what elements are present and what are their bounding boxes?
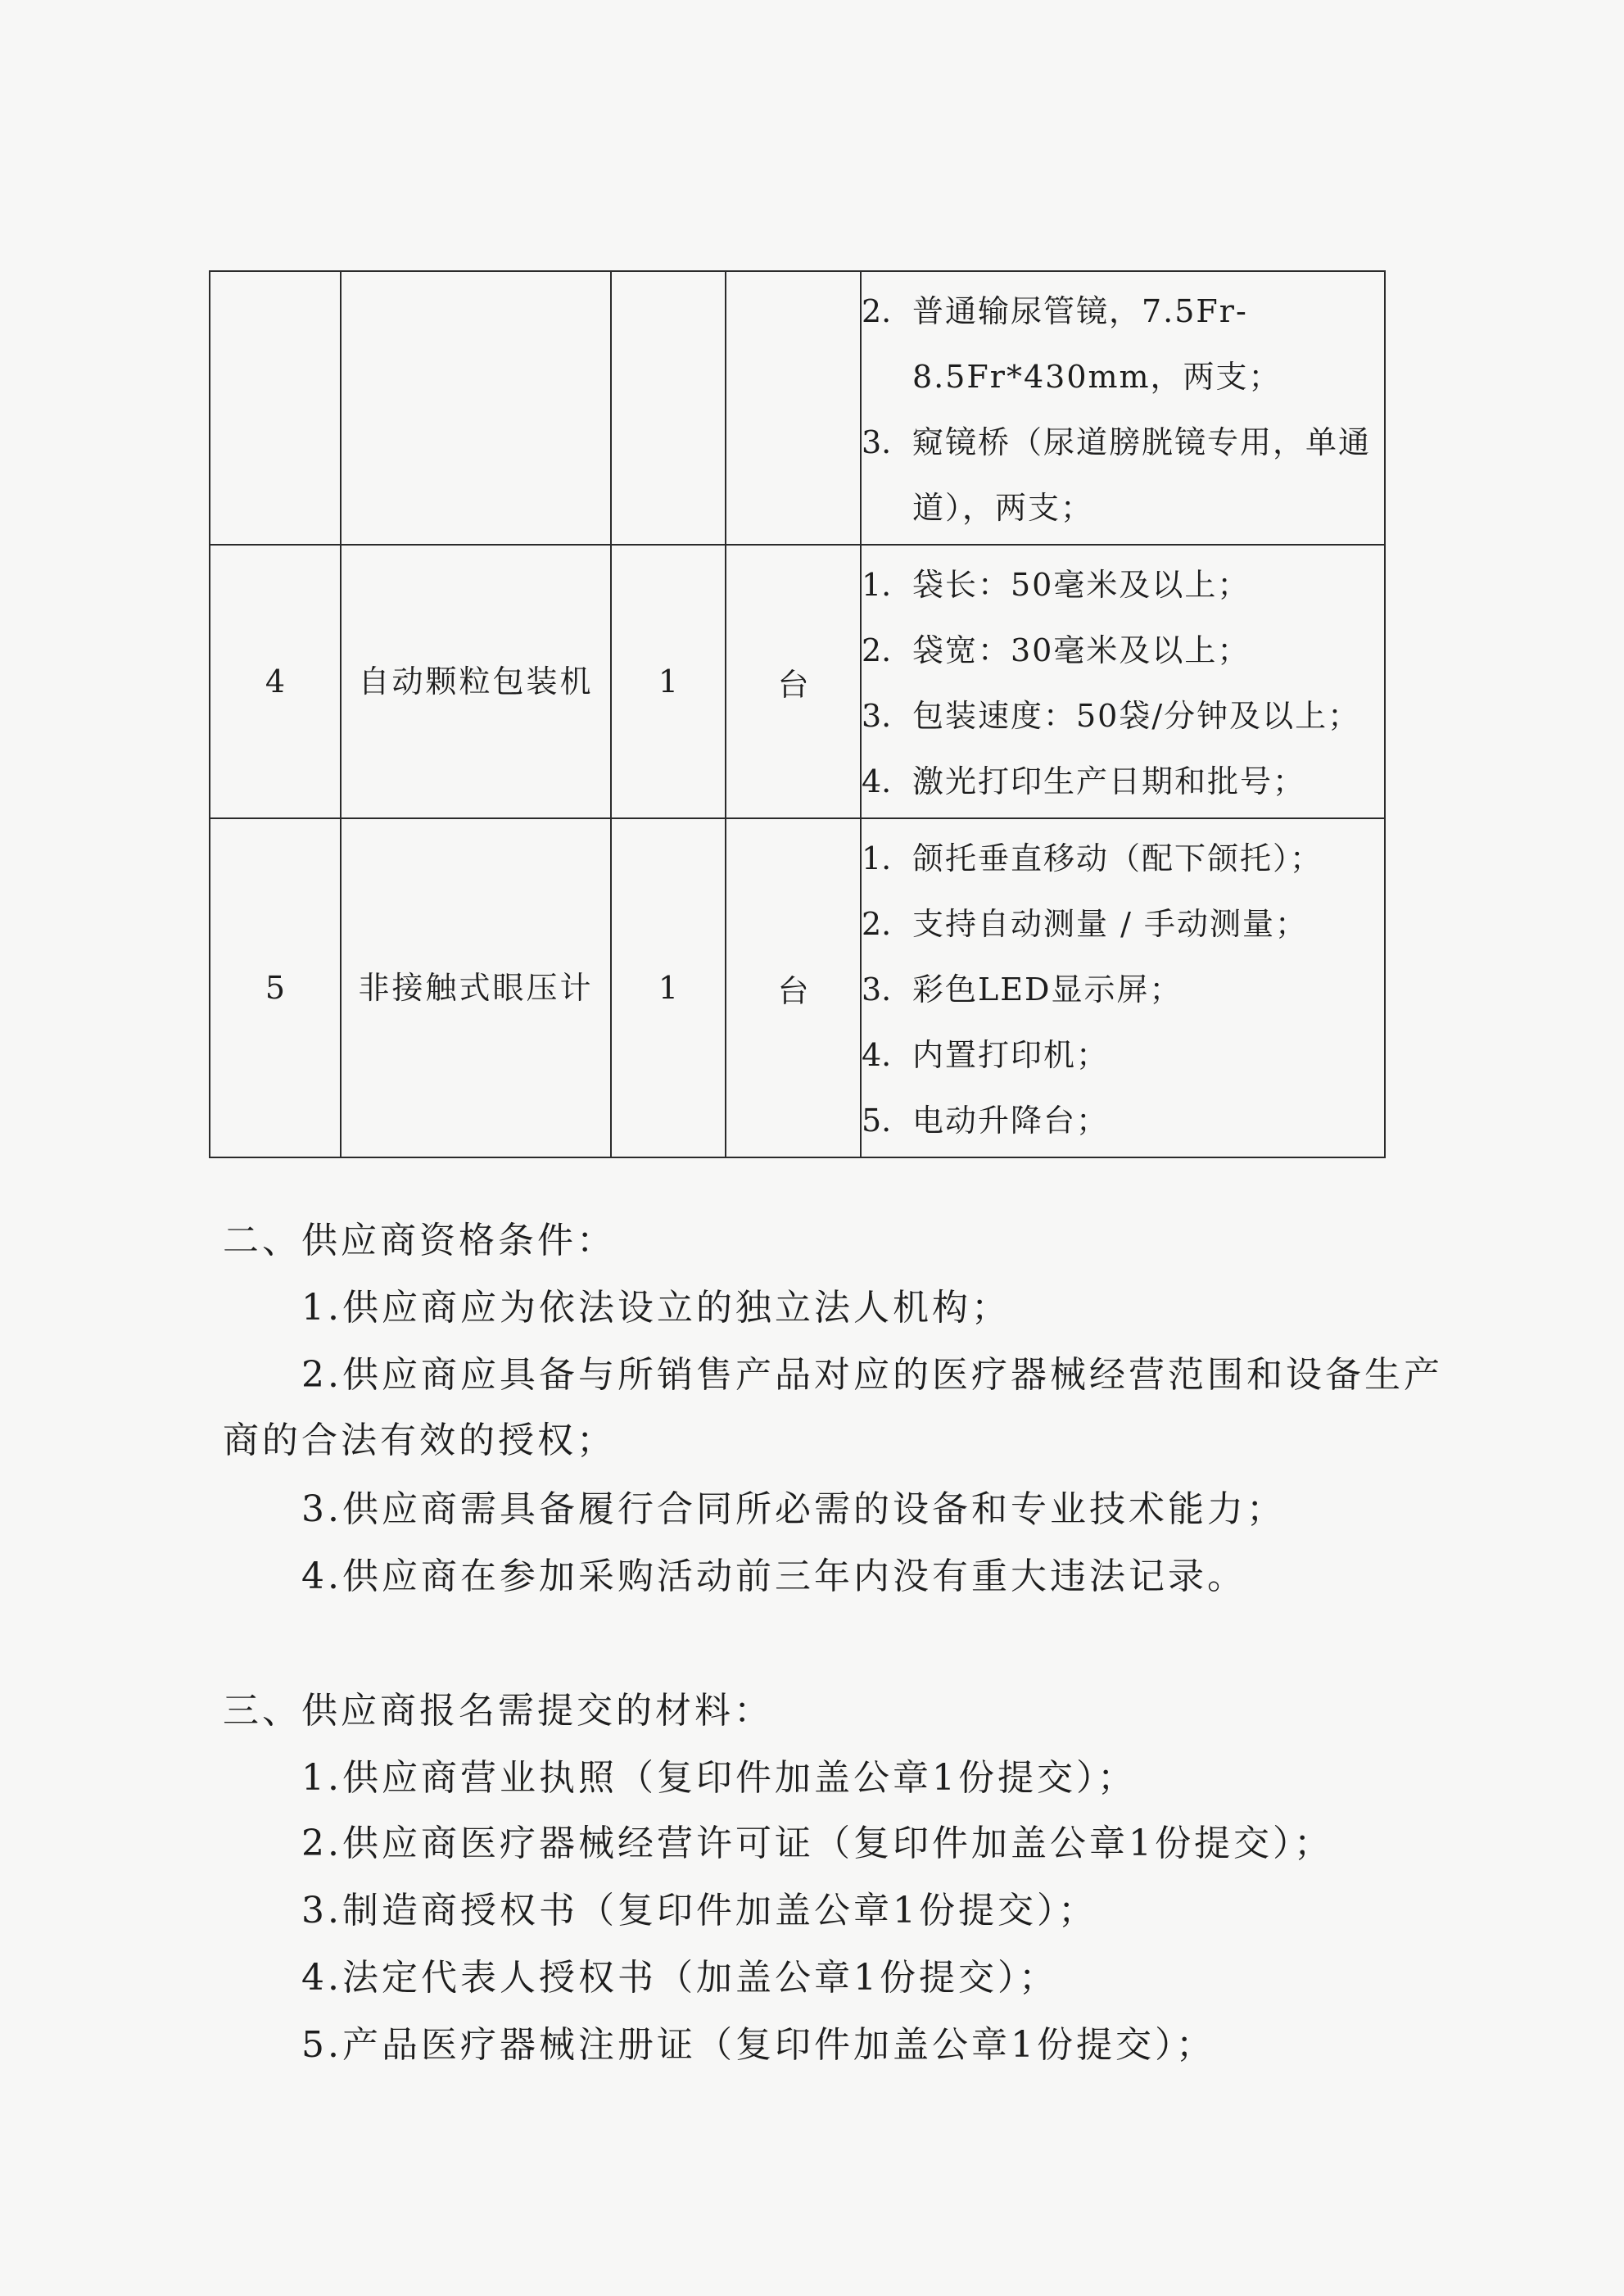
qualification-item-2: 2.供应商应具备与所销售产品对应的医疗器械经营范围和设备生产 (301, 1354, 1443, 1396)
item-name: 非接触式眼压计 (358, 970, 594, 1006)
material-item: 3.制造商授权书（复印件加盖公章1份提交）； (301, 1890, 1097, 1931)
material-item: 1.供应商营业执照（复印件加盖公章1份提交）； (301, 1757, 1137, 1799)
item-unit-cell: 台 (726, 545, 861, 818)
item-qty-cell: 1 (611, 818, 726, 1157)
item-name: 自动颗粒包装机 (358, 663, 594, 700)
spec-item: 4. 激光打印生产日期和批号； (862, 763, 1306, 799)
material-item: 2.供应商医疗器械经营许可证（复印件加盖公章1份提交）； (301, 1823, 1333, 1864)
item-qty-cell (611, 271, 726, 545)
spec-item: 1. 袋长：50毫米及以上； (862, 567, 1251, 603)
item-name-cell (341, 818, 611, 1157)
qualification-item-4: 4.供应商在参加采购活动前三年内没有重大违法记录。 (301, 1556, 1246, 1597)
item-number-cell (210, 271, 341, 545)
table-row (210, 818, 1385, 1157)
spec-item: 1. 颌托垂直移动（配下颌托）； (862, 840, 1323, 876)
qualification-item-2-cont: 商的合法有效的授权； (223, 1420, 616, 1461)
section-3-title: 三、供应商报名需提交的材料： (223, 1690, 773, 1732)
material-item: 5.产品医疗器械注册证（复印件加盖公章1份提交）； (301, 2024, 1215, 2066)
spec-item: 3. 包装速度：50袋/分钟及以上； (862, 698, 1361, 734)
spec-list (862, 819, 1384, 1157)
spec-item: 2. 普通输尿管镜，7.5Fr-8.5Fr*430mm，两支； (862, 293, 1282, 395)
item-qty-cell: 1 (611, 545, 726, 818)
spec-item: 2. 支持自动测量 / 手动测量； (862, 906, 1308, 942)
item-spec-cell (861, 545, 1385, 818)
spec-item: 3. 窥镜桥（尿道膀胱镜专用，单通道），两支； (862, 424, 1372, 526)
item-unit-cell (726, 271, 861, 545)
item-spec-cell (861, 818, 1385, 1157)
spec-item: 2. 袋宽：30毫米及以上； (862, 632, 1251, 668)
section-2-title: 二、供应商资格条件： (223, 1220, 616, 1261)
item-spec-cell (861, 271, 1385, 545)
item-unit-cell: 台 (726, 818, 861, 1157)
spec-item: 3. 彩色LED显示屏； (862, 971, 1183, 1008)
item-name-cell (341, 271, 611, 545)
spec-item: 4. 内置打印机； (862, 1037, 1110, 1073)
item-number-cell: 5 (210, 818, 341, 1157)
qualification-item-1: 1.供应商应为依法设立的独立法人机构； (301, 1287, 1011, 1329)
item-name-cell (341, 545, 611, 818)
item-number-cell: 4 (210, 545, 341, 818)
table-row (210, 545, 1385, 818)
equipment-spec-table (209, 270, 1386, 1158)
table-row (210, 271, 1385, 545)
material-item: 4.法定代表人授权书（加盖公章1份提交）； (301, 1957, 1058, 1999)
spec-list (862, 546, 1384, 817)
spec-item: 5. 电动升降台； (862, 1103, 1110, 1139)
qualification-item-3: 3.供应商需具备履行合同所必需的设备和专业技术能力； (301, 1488, 1286, 1530)
spec-list (862, 272, 1384, 544)
